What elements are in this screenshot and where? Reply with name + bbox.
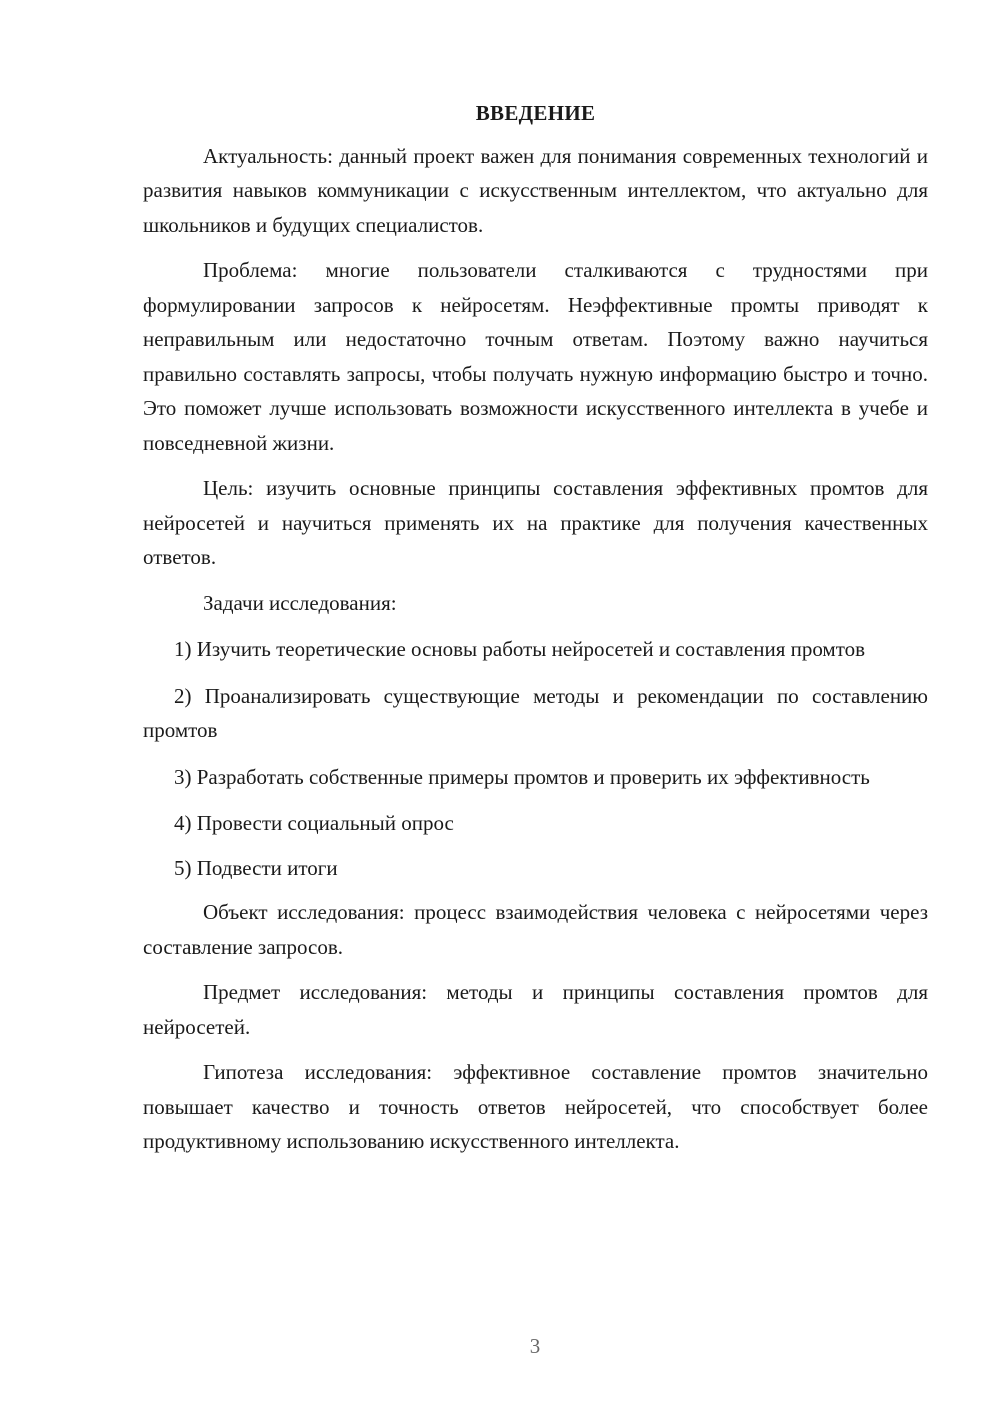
- object-paragraph: Объект исследования: процесс взаимодействия человека с нейросетями через составление запросов.: [143, 900, 928, 959]
- task-item: 2) Проанализировать существующие методы и рекомендации по составлению промтов: [143, 683, 928, 742]
- task-item: 5) Подвести итоги: [174, 855, 338, 880]
- hypothesis-paragraph: Гипотеза исследования: эффективное составление промтов значительно повышает качество и точность ответов нейросетей, что способствует более продуктивному использованию искусственного интеллекта.: [143, 1060, 928, 1153]
- task-item: 3) Разработать собственные примеры промтов и проверить их эффективность: [174, 764, 870, 789]
- problem-paragraph: Проблема: многие пользователи сталкиваются с трудностями при формулировании запросов к нейросетям. Неэффективные промты приводят к неправильным или недостаточно точным ответам. Поэтому важно научиться правильно составлять запросы, чтобы получать нужную информацию быстро и точно. Это поможет лучше использовать возможности искусственного интеллекта в учебе и повседневной жизни.: [143, 258, 928, 455]
- section-title: ВВЕДЕНИЕ: [475, 101, 596, 125]
- task-item: 4) Провести социальный опрос: [174, 811, 454, 835]
- task-item: 1) Изучить теоретические основы работы нейросетей и составления промтов: [174, 637, 866, 661]
- subject-paragraph: Предмет исследования: методы и принципы составления промтов для нейросетей.: [143, 980, 928, 1039]
- relevance-paragraph: Актуальность: данный проект важен для понимания современных технологий и развития навыков коммуникации с искусственным интеллектом, что актуально для школьников и будущих специалистов.: [143, 143, 928, 237]
- document-page: [143, 96, 928, 1170]
- tasks-heading: Задачи исследования:: [203, 590, 397, 615]
- goal-paragraph: Цель: изучить основные принципы составления эффективных промтов для нейросетей и научиться применять их на практике для получения качественных ответов.: [143, 476, 928, 569]
- page-number: 3: [529, 1334, 541, 1358]
